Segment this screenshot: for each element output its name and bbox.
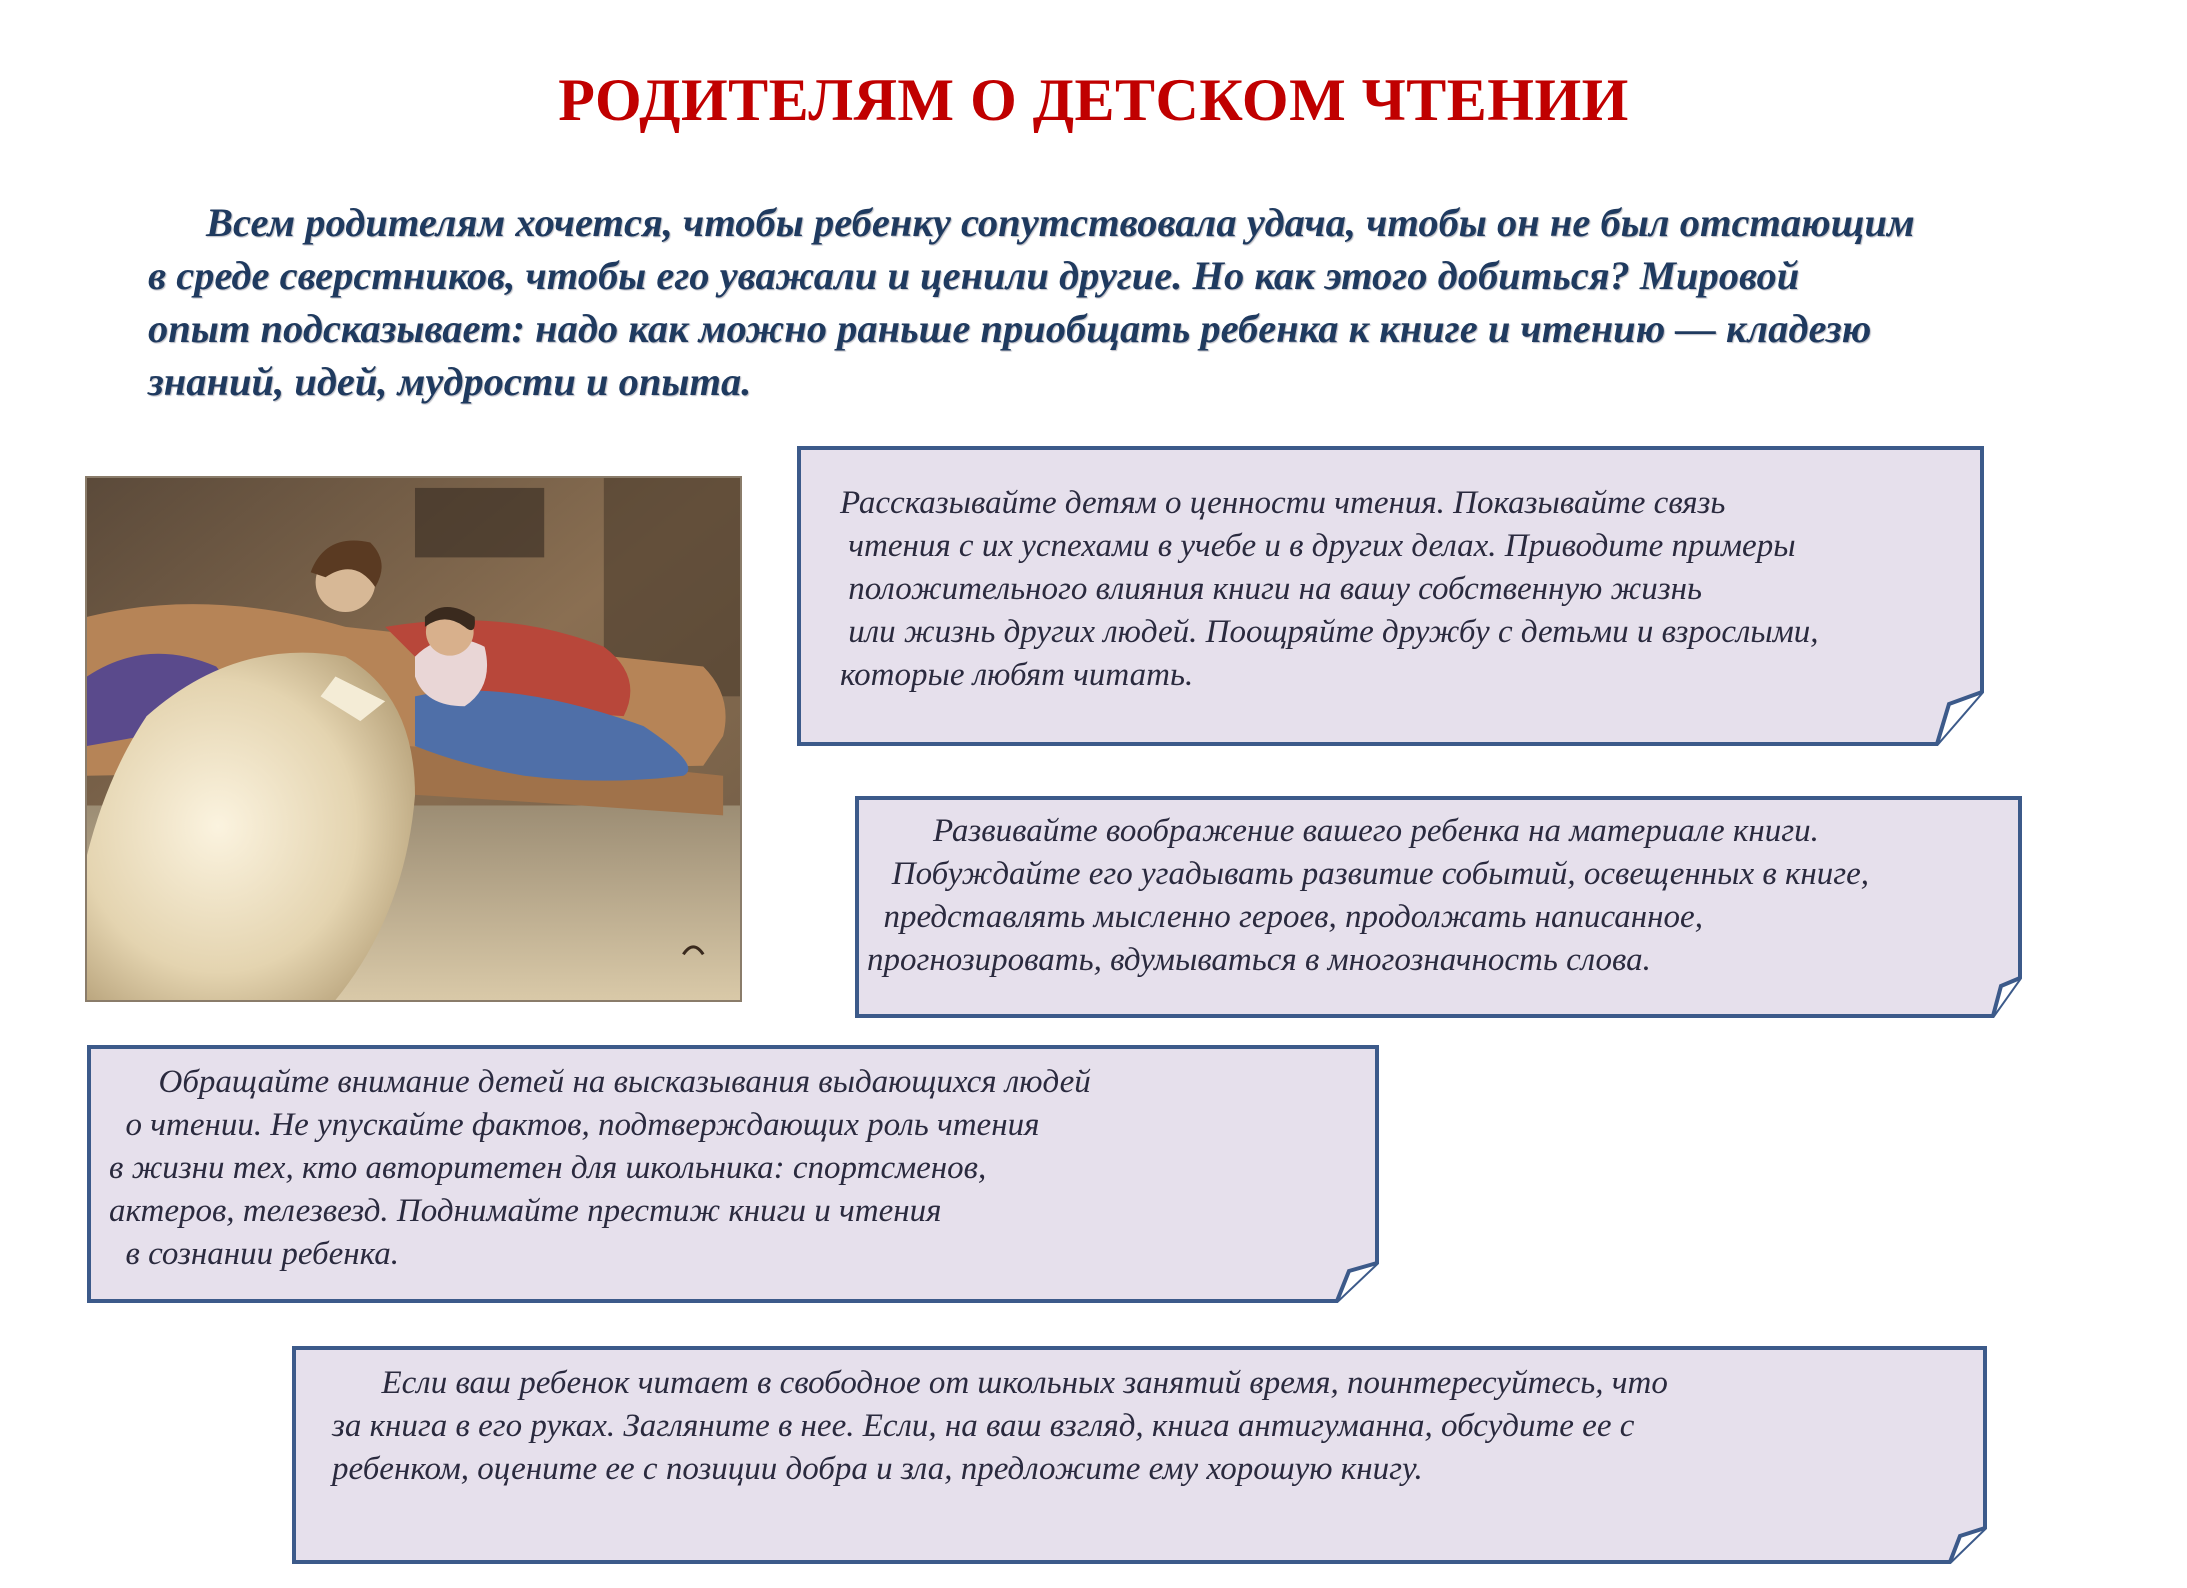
tip-note-3 [87, 1045, 1379, 1303]
tip-note-3-text: Обращайте внимание детей на высказывания выдающихся людей о чтении. Не упускайте фактов, подтверждающих роль чтения в жизни тех, кто авторитетен для школьника: спортсменов, актеров, телезвезд. Поднимайте престиж книги и чтения в сознании ребенка. [109, 1064, 1091, 1272]
page-title: РОДИТЕЛЯМ О ДЕТСКОМ ЧТЕНИИ [558, 67, 1629, 133]
tip-note-2 [855, 796, 2022, 1018]
painting-image-icon [87, 478, 740, 1000]
tip-note-1-text: Рассказывайте детям о ценности чтения. Показывайте связь чтения с их успехами в учебе и в других делах. Приводите примеры положительного влияния книги на вашу собственную жизнь или жизнь других людей. Поощряйте дружбу с детьми и взрослыми, которые любят читать. [840, 485, 1819, 693]
tip-note-1 [797, 446, 1984, 746]
intro-paragraph: Всем родителям хочется, чтобы ребенку сопутствовала удача, чтобы он не был отстающим в среде сверстников, чтобы его уважали и ценили другие. Но как этого добиться? Мировой опыт подсказывает: надо как можно раньше приобщать ребенка к книге и чтению — кладезю знаний, идей, мудрости и опыта. [148, 200, 1915, 404]
tip-note-2-text: Развивайте воображение вашего ребенка на материале книги. Побуждайте его угадывать развитие событий, освещенных в книге, представлять мысленно героев, продолжать написанное, прогнозировать, вдумываться в многозначность слова. [867, 813, 1870, 978]
tip-note-4 [292, 1346, 1987, 1564]
mother-reading-painting [85, 476, 742, 1002]
tip-note-4-text: Если ваш ребенок читает в свободное от школьных занятий время, поинтересуйтесь, что за книга в его руках. Загляните в нее. Если, на ваш взгляд, книга антигуманна, обсудите ее с ребенком, оцените ее с позиции добра и зла, предложите ему хорошую книгу. [332, 1365, 1668, 1487]
